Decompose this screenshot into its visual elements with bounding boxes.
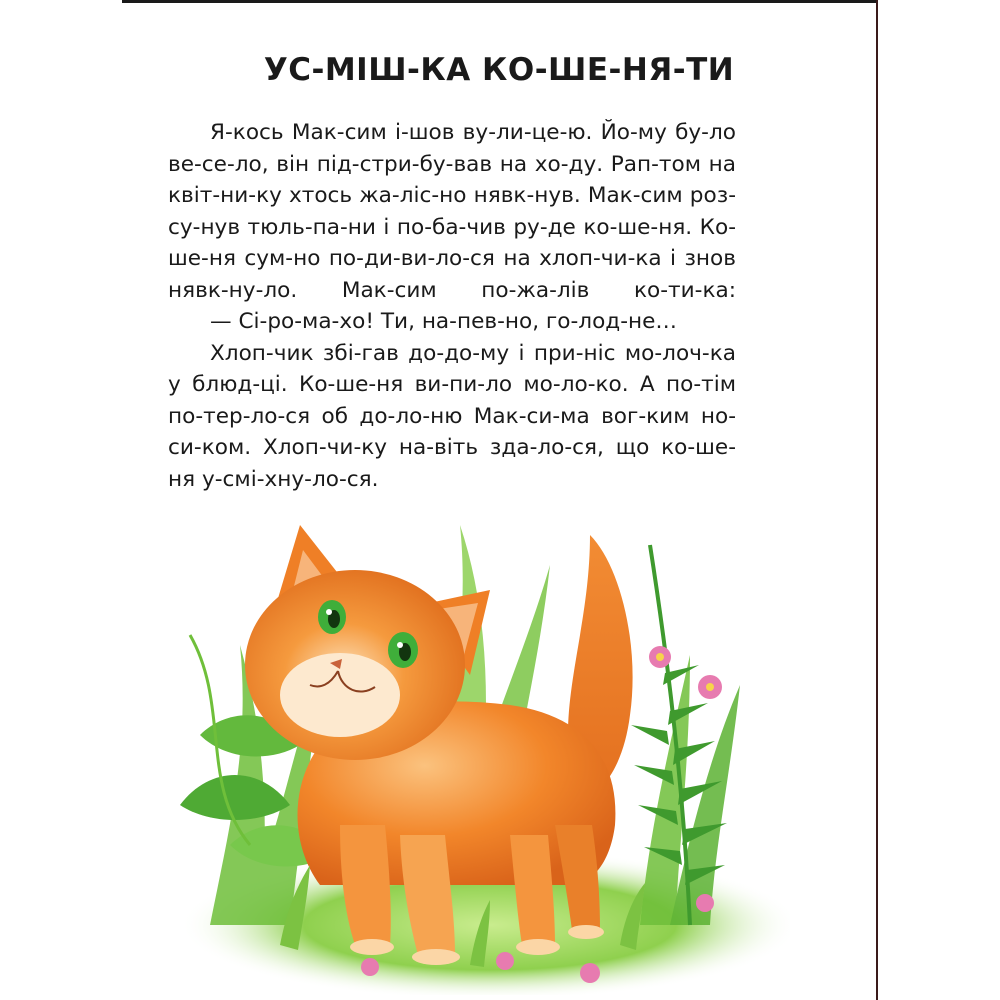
kitten-illustration	[170, 505, 790, 995]
story-paragraph-1: Я-кось Мак-сим і-шов ву-ли-це-ю. Йо-му бу-ло ве-се-ло, він під-стри-бу-вав на хо-ду. Рап-том на квіт-ни-ку хтось жа-ліс-но нявк-нув. Мак-сим роз-су-нув тюль-па-ни і по-ба-чив ру-де ко-ше-ня. Ко-ше-ня сум-но по-ди-ви-ло-ся на хлоп-чи-ка і знов нявк-ну-ло. Мак-сим по-жа-лів ко-ти-ка:	[168, 120, 736, 303]
story-text	[168, 117, 736, 495]
story-paragraph-3: Хлоп-чик збі-гав до-до-му і при-ніс мо-лоч-ка у блюд-ці. Ко-ше-ня ви-пи-ло мо-ло-ко. А по-тім по-тер-ло-ся об до-ло-ню Мак-си-ма вог-ким но-си-ком. Хлоп-чи-ку на-віть зда-ло-ся, що ко-ше-ня у-смі-хну-ло-ся.	[168, 340, 736, 492]
story-title: УС-МІШ-КА КО-ШЕ-НЯ-ТИ	[263, 52, 735, 88]
page-edge-line	[876, 0, 878, 1000]
top-border-line	[122, 0, 878, 3]
story-paragraph-2: — Сі-ро-ма-хо! Ти, на-пев-но, го-лод-не…	[210, 309, 678, 334]
